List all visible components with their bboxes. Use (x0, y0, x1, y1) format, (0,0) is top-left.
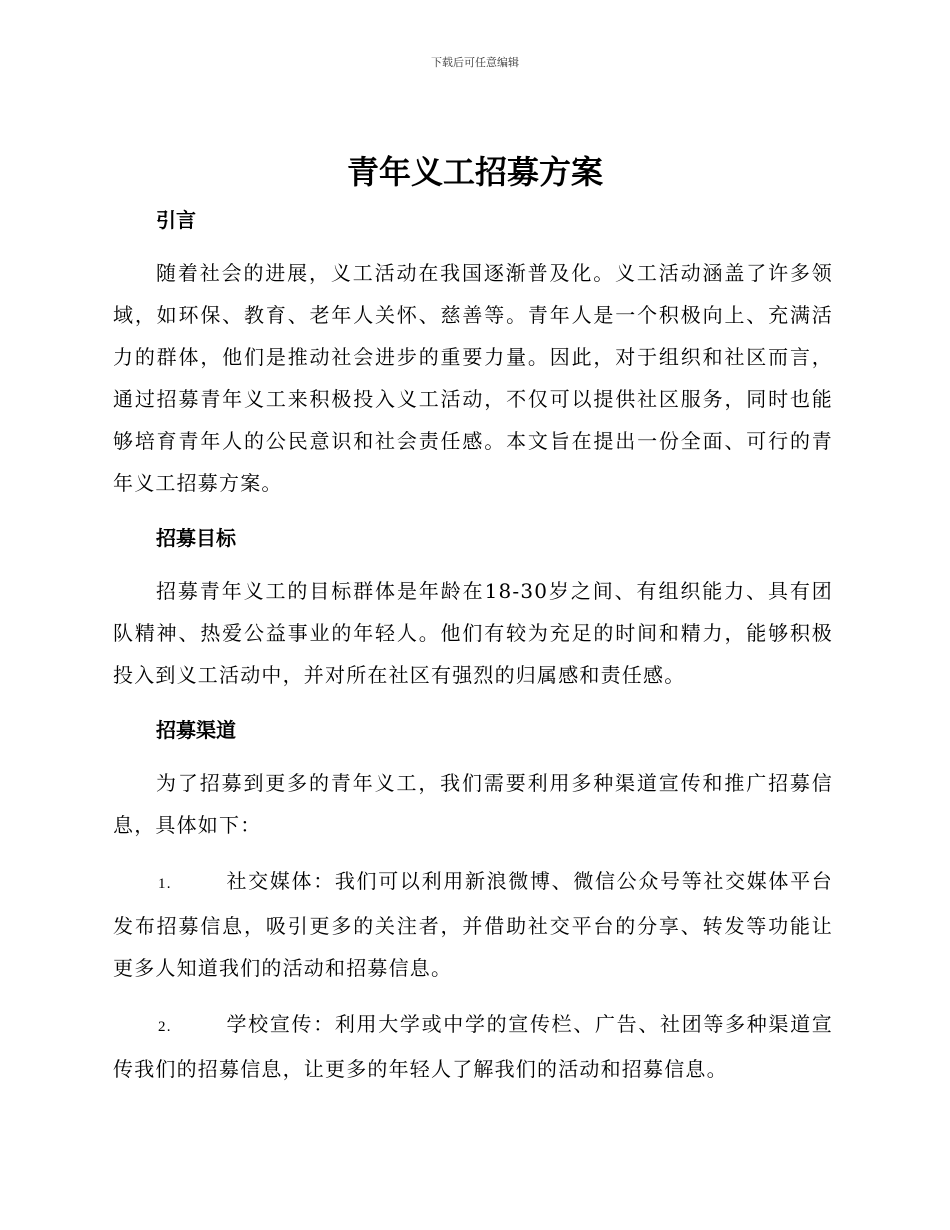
channels-paragraph: 为了招募到更多的青年义工，我们需要利用多种渠道宣传和推广招募信息，具体如下： (113, 771, 833, 837)
list-text: 社交媒体：我们可以利用新浪微博、微信公众号等社交媒体平台发布招募信息，吸引更多的关注者，并借助社交平台的分享、转发等功能让更多人知道我们的活动和招募信息。 (113, 869, 833, 980)
list-number: 2. (158, 1019, 172, 1035)
list-item (113, 860, 833, 989)
section-heading-channels: 招募渠道 (156, 718, 236, 742)
header-note: 下载后可任意编辑 (431, 56, 519, 69)
intro-paragraph: 随着社会的进展，义工活动在我国逐渐普及化。义工活动涵盖了许多领域，如环保、教育、老年人关怀、慈善等。青年人是一个积极向上、充满活力的群体，他们是推动社会进步的重要力量。因此，对于组织和社区而言，通过招募青年义工来积极投入义工活动，不仅可以提供社区服务，同时也能够培育青年人的公民意识和社会责任感。本文旨在提出一份全面、可行的青年义工招募方案。 (113, 261, 833, 495)
section-heading-goal: 招募目标 (156, 526, 236, 550)
document-body (113, 200, 833, 1090)
goal-paragraph: 招募青年义工的目标群体是年龄在18-30岁之间、有组织能力、具有团队精神、热爱公益事业的年轻人。他们有较为充足的时间和精力，能够积极投入到义工活动中，并对所在社区有强烈的归属感和责任感。 (113, 579, 833, 687)
section-heading-intro: 引言 (156, 208, 196, 232)
list-number: 1. (158, 876, 172, 892)
list-item (113, 1003, 833, 1090)
list-text: 学校宣传：利用大学或中学的宣传栏、广告、社团等多种渠道宣传我们的招募信息，让更多的年轻人了解我们的活动和招募信息。 (113, 1012, 833, 1081)
document-title: 青年义工招募方案 (346, 153, 603, 191)
